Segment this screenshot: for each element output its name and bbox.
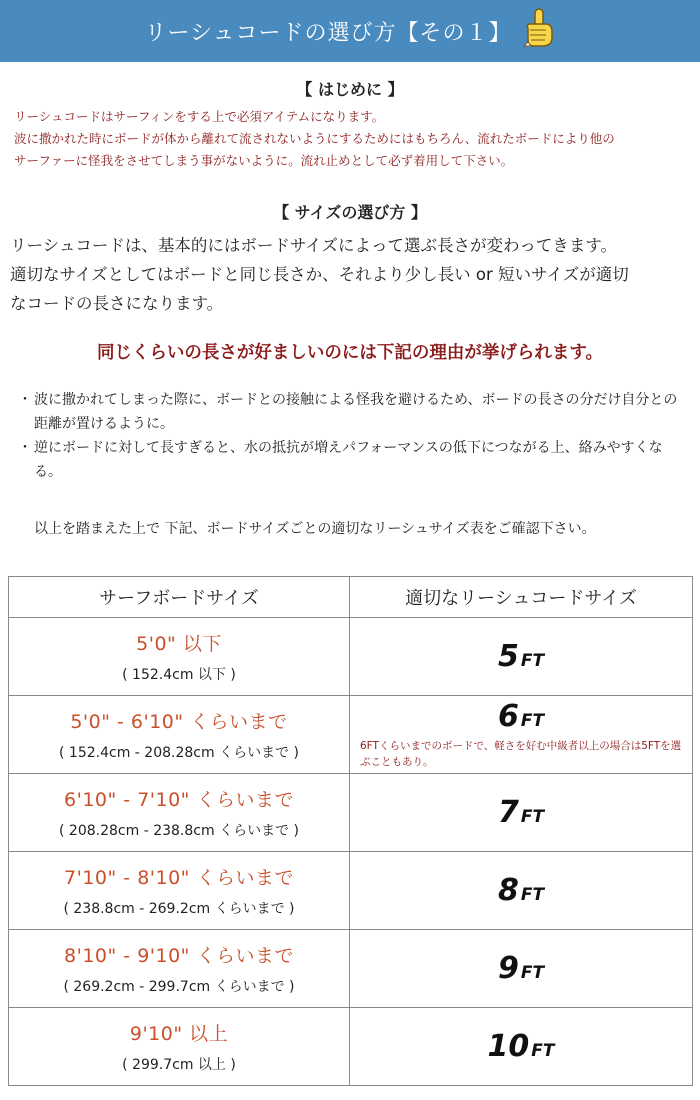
leash-note: 6FTくらいまでのボードで、軽さを好む中級者以上の場合は5FTを選ぶこともあり。: [360, 740, 682, 768]
pointing-hand-icon: [522, 8, 556, 48]
board-size-cell: [9, 852, 350, 930]
leash-size: [350, 795, 692, 830]
leash-size-unit: FT: [531, 1041, 555, 1061]
leash-size: [350, 1029, 692, 1064]
table-row: [9, 852, 693, 930]
board-size-cm: ( 238.8cm - 269.2cm くらいまで ): [63, 901, 295, 917]
list-item: [18, 436, 690, 484]
intro-line: サーファーに怪我をさせてしまう事がないように。流れ止めとして必ず着用して下さい。: [14, 153, 514, 168]
size-guide-line: 適切なサイズとしてはボードと同じ長さか、それより少し長い or 短いサイズが適切: [10, 265, 629, 284]
board-size-cell: [9, 774, 350, 852]
confirm-text: 以上を踏まえた上で 下記、ボードサイズごとの適切なリーシュサイズ表をご確認下さい。: [34, 521, 596, 537]
board-size: 6'10" - 7'10" くらいまで: [64, 789, 294, 811]
leash-size-unit: FT: [520, 963, 545, 983]
board-size-cm: ( 152.4cm 以下 ): [122, 667, 236, 683]
leash-size-number: 8: [497, 873, 519, 908]
board-size: 5'0" - 6'10" くらいまで: [70, 711, 288, 733]
size-guide-text: [10, 231, 694, 318]
table-row: [9, 930, 693, 1008]
reason-heading: 同じくらいの長さが好ましいのには下記の理由が挙げられます。: [96, 343, 604, 363]
size-guide-heading: 【 サイズの選び方 】: [273, 203, 427, 222]
leash-size-cell: [350, 618, 693, 696]
board-size-cm: ( 269.2cm - 299.7cm くらいまで ): [63, 979, 295, 995]
leash-size-unit: FT: [520, 885, 545, 905]
leash-size-unit: FT: [520, 711, 545, 731]
leash-size-cell: [350, 1008, 693, 1086]
page-title: リーシュコードの選び方【その１】: [144, 20, 512, 46]
intro-heading: 【 はじめに 】: [296, 80, 404, 99]
board-size-cm: ( 208.28cm - 238.8cm くらいまで ): [59, 823, 299, 839]
banner: [0, 0, 700, 62]
intro-line: リーシュコードはサーフィンをする上で必須アイテムになります。: [14, 109, 385, 124]
leash-size-unit: FT: [520, 807, 545, 827]
intro-text: [14, 106, 690, 172]
board-size: 9'10" 以上: [129, 1023, 229, 1045]
list-item-text: 波に撒かれてしまった際に、ボードとの接触による怪我を避けるため、ボードの長さの分だけ自分との距離が置けるように。: [34, 392, 678, 432]
board-size: 5'0" 以下: [136, 633, 222, 655]
leash-size-number: 10: [487, 1029, 530, 1064]
leash-size-table: [8, 576, 693, 1086]
board-size-cm: ( 299.7cm 以上 ): [122, 1057, 236, 1073]
table-row: [9, 1008, 693, 1086]
board-size: 8'10" - 9'10" くらいまで: [64, 945, 294, 967]
bullet-mark: ・: [18, 392, 32, 408]
size-guide-line: リーシュコードは、基本的にはボードサイズによって選ぶ長さが変わってきます。: [10, 236, 618, 255]
table-row: [9, 696, 693, 774]
table-row: [9, 774, 693, 852]
leash-size: [350, 639, 692, 674]
board-size-cell: [9, 696, 350, 774]
bullet-mark: ・: [18, 440, 32, 456]
list-item-text: 逆にボードに対して長すぎると、水の抵抗が増えパフォーマンスの低下につながる上、絡みやすくなる。: [34, 440, 663, 480]
board-size-cell: [9, 930, 350, 1008]
leash-size-unit: FT: [520, 651, 545, 671]
table-row: [9, 618, 693, 696]
board-size-cell: [9, 1008, 350, 1086]
leash-size-cell: [350, 696, 693, 774]
board-size-cell: [9, 618, 350, 696]
leash-size: [350, 699, 692, 734]
leash-size-cell: [350, 930, 693, 1008]
leash-size-number: 5: [497, 639, 519, 674]
leash-size-cell: [350, 852, 693, 930]
size-guide-line: なコードの長さになります。: [10, 294, 224, 313]
leash-size-number: 7: [497, 795, 519, 830]
reason-list: [18, 388, 690, 484]
header-leash-size: 適切なリーシュコードサイズ: [350, 577, 693, 618]
list-item: [18, 388, 690, 436]
leash-size-cell: [350, 774, 693, 852]
intro-line: 波に撒かれた時にボードが体から離れて流されないようにするためにはもちろん、流れたボードにより他の: [14, 131, 615, 146]
header-board-size: サーフボードサイズ: [9, 577, 350, 618]
leash-size-number: 9: [497, 951, 519, 986]
board-size-cm: ( 152.4cm - 208.28cm くらいまで ): [59, 745, 299, 761]
leash-size-number: 6: [497, 699, 519, 734]
leash-size: [350, 873, 692, 908]
table-header-row: [9, 577, 693, 618]
leash-size: [350, 951, 692, 986]
board-size: 7'10" - 8'10" くらいまで: [64, 867, 294, 889]
